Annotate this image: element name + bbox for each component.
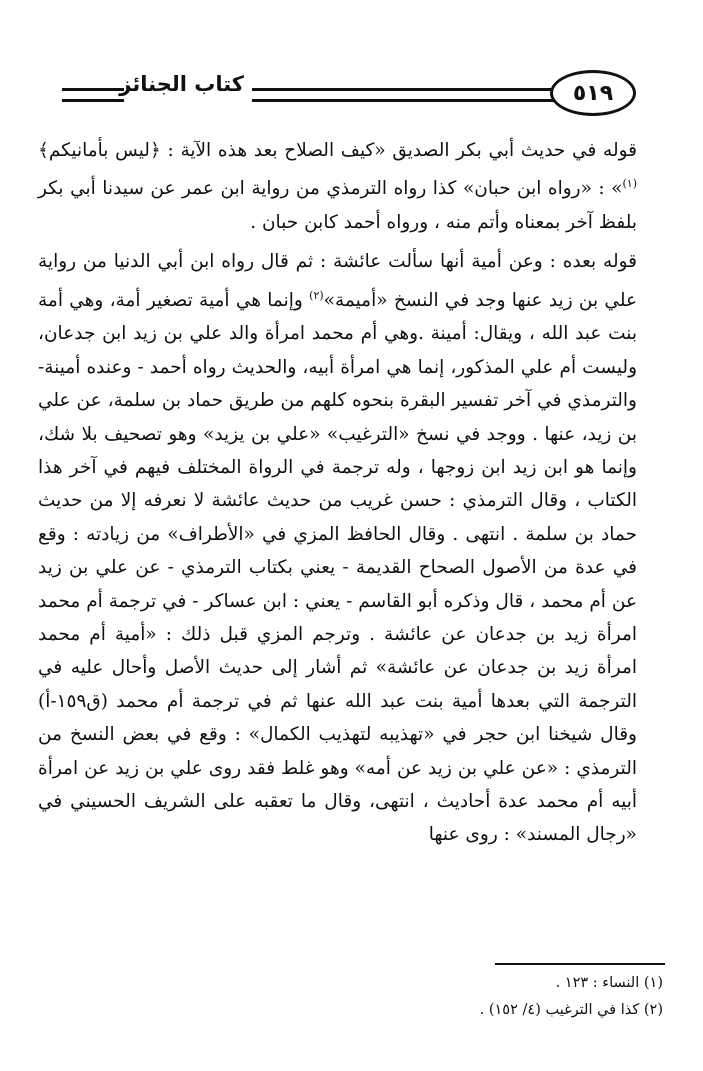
- footnote-ref-1: (١): [622, 177, 637, 191]
- footnote-2: (٢) كذا في الترغيب (٤/ ١٥٢) .: [479, 1002, 663, 1018]
- paragraph-2-continuation: وإنما هي أمية تصغير أمة، وهي أمة بنت عبد الله ، ويقال: أمينة .وهي أم محمد امرأة والد علي بن زيد ابن جدعان، وليست أم علي المذكور، إنما هي امرأة أبيه، والحديث رواه أحمد - وعنده أمينة- والترمذي في آخر تفسير البقرة بنحوه كلهم من طريق حماد بن سلمة، عن علي بن زيد، عنها . ووجد في نسخ «الترغيب» «علي بن يزيد» وهو تصحيف بلا شك، وإنما هو ابن زيد ابن زوجها ، وله ترجمة في الرواة المختلف فيهم في آخر هذا الكتاب ، وقال الترمذي : حسن غريب من حديث عائشة لا نعرفه إلا من حديث حماد بن سلمة . انتهى . وقال الحافظ المزي في «الأطراف» من زيادته : وقع في عدة من الأصول الصحاح القديمة - يعني بكتاب الترمذي - عن علي بن زيد عن أم محمد ، قال وذكره أبو القاسم - يعني : ابن عساكر - في ترجمة أم محمد امرأة زيد بن جدعان عن عائشة . وترجم المزي قبل ذلك : «أمية أم محمد امرأة زيد بن جدعان عن عائشة» ثم أشار إلى حديث الأصل وأحال عليه في الترجمة التي بعدها أمية بنت عبد الله عنها ثم في ترجمة أم محمد (ق١٥٩-أ) وقال شيخنا ابن حجر في «تهذيبه لتهذيب الكمال» : وقع في بعض النسخ من الترمذي : «عن علي بن زيد عن أمه» وهو غلط فقد روى علي بن زيد عن امرأة أبيه أم محمد عدة أحاديث ، انتهى، وقال ما تعقبه على الشريف الحسيني في «رجال المسند» : روى عنها: [38, 289, 637, 846]
- page-header: [62, 68, 644, 120]
- running-title: كتاب الجنائز: [119, 72, 244, 96]
- footnotes: [38, 970, 663, 1024]
- main-text: [38, 134, 663, 852]
- page-number: ٥١٩: [550, 70, 636, 116]
- paragraph-1-continuation: » : «رواه ابن حبان» كذا رواه الترمذي من رواية ابن عمر عن سيدنا أبي بكر بلفظ آخر بمعناه وأتم منه ، ورواه أحمد كابن حبان .: [38, 178, 637, 233]
- paragraph-2-text: قوله بعده : وعن أمية أنها سألت عائشة : ثم قال رواه ابن أبي الدنيا من رواية علي بن زيد عنها وجد في النسخ «أميمة»: [38, 251, 638, 311]
- footnote-ref-2: (٢): [309, 288, 324, 302]
- header-rule-left: [62, 88, 124, 102]
- footnote-separator: [495, 963, 665, 965]
- footnote-1: (١) النساء : ١٢٣ .: [555, 975, 663, 991]
- paragraph-1: [38, 134, 663, 239]
- paragraph-1-text: قوله في حديث أبي بكر الصديق «كيف الصلاح بعد هذه الآية : ﴿ليس بأمانيكم﴾: [38, 140, 637, 161]
- paragraph-2: [38, 245, 663, 851]
